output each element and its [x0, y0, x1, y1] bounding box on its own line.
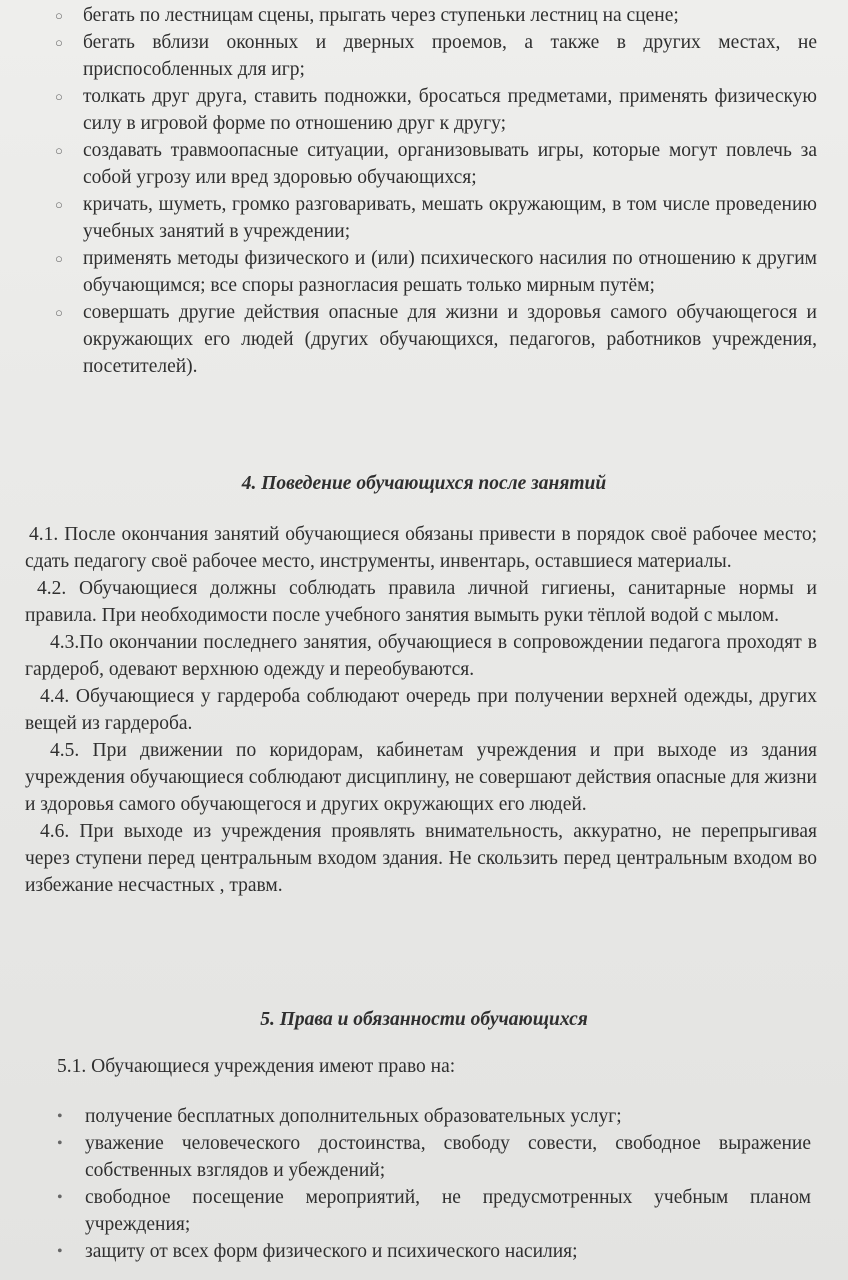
- hollow-bullet-icon: ○: [55, 305, 63, 320]
- hollow-bullet-icon: ○: [55, 89, 63, 104]
- list-item: • получение бесплатных дополнительных образовательных услуг;: [85, 1103, 811, 1130]
- hollow-bullet-icon: ○: [55, 197, 63, 212]
- bullet-icon: •: [57, 1189, 63, 1206]
- paragraph-4-3: 4.3.По окончании последнего занятия, обучающиеся в сопровождении педагога проходят в гардероб, одевают верхнюю одежду и переобуваются.: [25, 632, 817, 680]
- hollow-bullet-icon: ○: [55, 35, 63, 50]
- list-item: • защиту от всех форм физического и психического насилия;: [85, 1238, 811, 1265]
- paragraph-4-6: 4.6. При выходе из учреждения проявлять внимательность, аккуратно, не перепрыгивая через ступени перед центральным входом здания. Не скользить перед центральным входом во избежание несчастных , травм.: [25, 821, 817, 896]
- section-5-lead: 5.1. Обучающиеся учреждения имеют право на:: [57, 1056, 456, 1077]
- list-item: ○ применять методы физического и (или) психического насилия по отношению к другим обучающимся; все споры разногласия решать только мирным путём;: [83, 245, 817, 299]
- list-item: ○ толкать друг друга, ставить подножки, бросаться предметами, применять физическую силу в игровой форме по отношению друг к другу;: [83, 83, 817, 137]
- hollow-bullet-icon: ○: [55, 143, 63, 158]
- section-4-heading: 4. Поведение обучающихся после занятий: [241, 473, 607, 494]
- list-item: • уважение человеческого достоинства, свободу совести, свободное выражение собственных взглядов и убеждений;: [85, 1130, 811, 1184]
- list-item: ○ совершать другие действия опасные для жизни и здоровья самого обучающегося и окружающих его людей (других обучающихся, педагогов, работников учреждения, посетителей).: [83, 299, 817, 380]
- section-5-heading: 5. Права и обязанности обучающихся: [260, 1009, 588, 1030]
- rights-list: [0, 1103, 848, 1265]
- paragraph-4-4: 4.4. Обучающиеся у гардероба соблюдают очередь при получении верхней одежды, других вещей из гардероба.: [25, 686, 817, 734]
- hollow-bullet-icon: ○: [55, 8, 63, 23]
- list-item: ○ кричать, шуметь, громко разговаривать, мешать окружающим, в том числе проведению учебных занятий в учреждении;: [83, 191, 817, 245]
- bullet-icon: •: [57, 1243, 63, 1260]
- bullet-icon: •: [57, 1108, 63, 1125]
- paragraph-4-5: 4.5. При движении по коридорам, кабинетам учреждения и при выходе из здания учреждения обучающиеся соблюдают дисциплину, не совершают действия опасные для жизни и здоровья самого обучающегося и других окружающих его людей.: [25, 740, 817, 815]
- prohibitions-list: [0, 2, 848, 380]
- section-4-paragraphs: [25, 521, 817, 899]
- list-item: ○ создавать травмоопасные ситуации, организовывать игры, которые могут повлечь за собой угрозу или вред здоровью обучающихся;: [83, 137, 817, 191]
- bullet-icon: •: [57, 1135, 63, 1152]
- paragraph-4-2: 4.2. Обучающиеся должны соблюдать правила личной гигиены, санитарные нормы и правила. При необходимости после учебного занятия вымыть руки тёплой водой с мылом.: [25, 578, 817, 626]
- list-item: ○ бегать по лестницам сцены, прыгать через ступеньки лестниц на сцене;: [83, 2, 817, 29]
- list-item: ○ бегать вблизи оконных и дверных проемов, а также в других местах, не приспособленных для игр;: [83, 29, 817, 83]
- hollow-bullet-icon: ○: [55, 251, 63, 266]
- list-item: • свободное посещение мероприятий, не предусмотренных учебным планом учреждения;: [85, 1184, 811, 1238]
- paragraph-4-1: 4.1. После окончания занятий обучающиеся обязаны привести в порядок своё рабочее место; сдать педагогу своё рабочее место, инструменты, инвентарь, оставшиеся материалы.: [25, 524, 817, 572]
